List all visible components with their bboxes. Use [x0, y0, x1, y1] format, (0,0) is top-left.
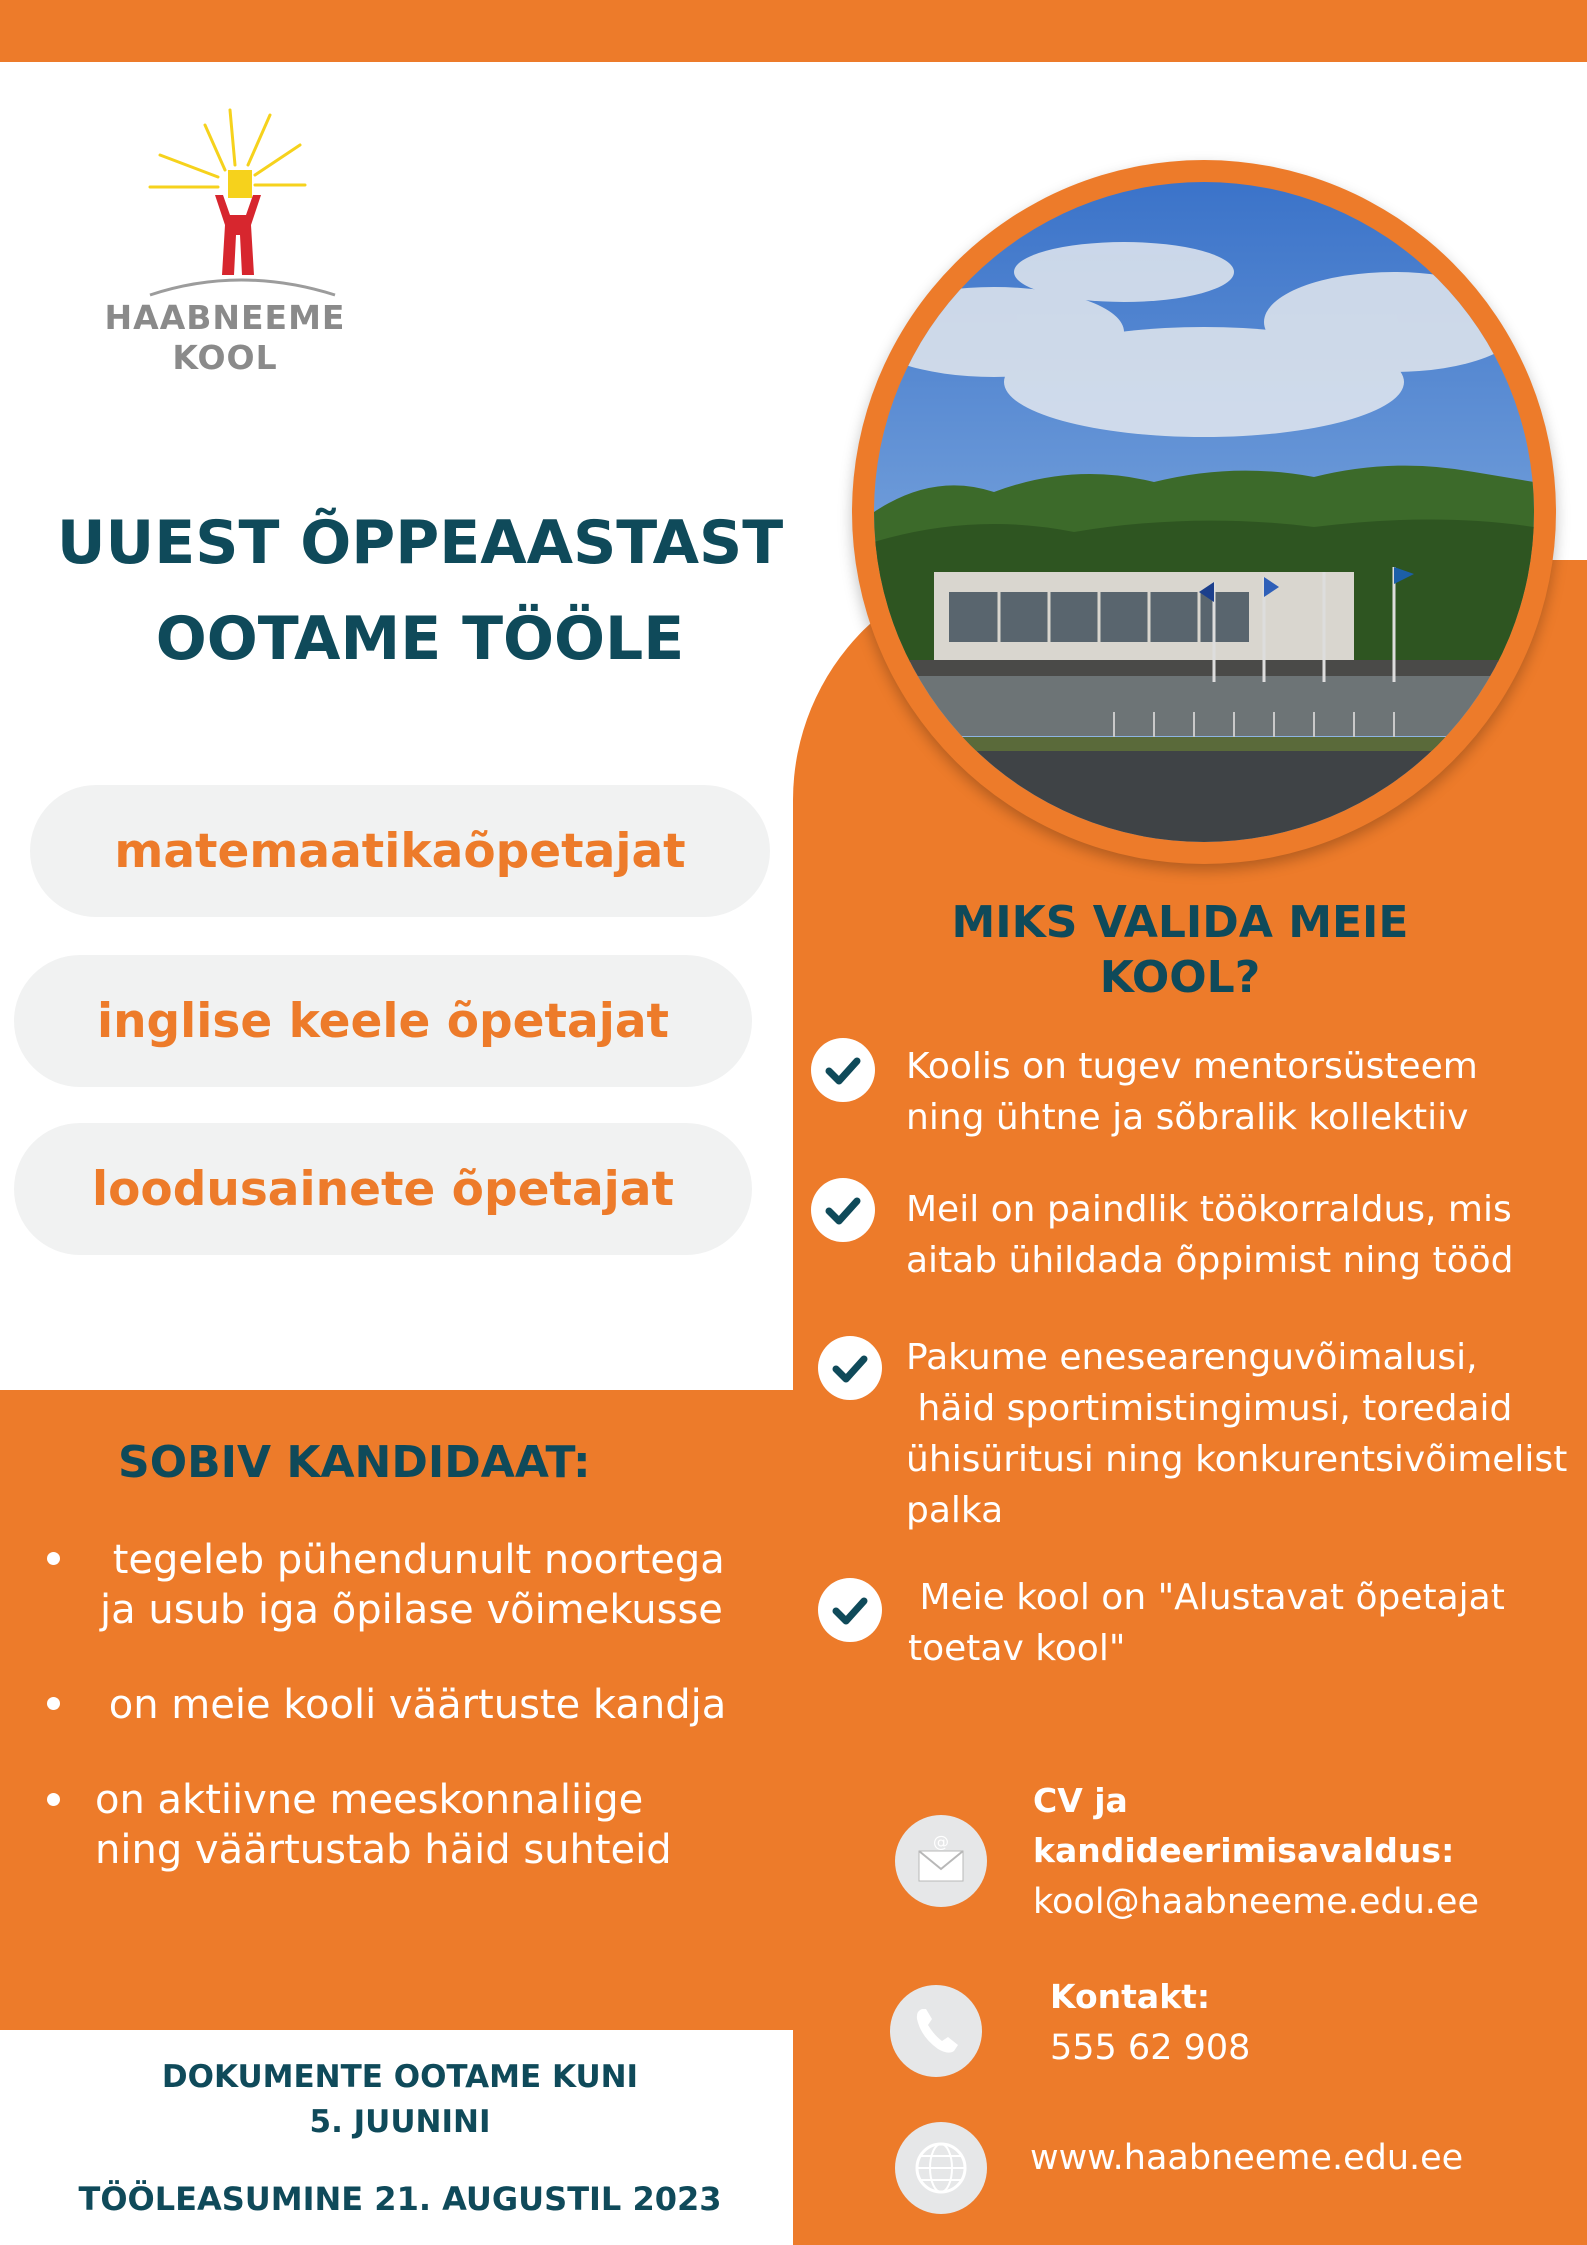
- email-icon: [895, 1815, 987, 1907]
- school-building-photo: [852, 160, 1556, 864]
- cv-label: CV ja kandideerimisavaldus:: [1033, 1781, 1455, 1870]
- why-title-line-2: KOOL?: [1099, 952, 1261, 1003]
- why-section-title: [880, 895, 1480, 1005]
- top-accent-bar: [0, 0, 1587, 62]
- reason-mentoring: Koolis on tugev mentorsüsteem ning ühtne ja sõbralik kollektiiv: [906, 1046, 1478, 1138]
- check-icon: [811, 1038, 875, 1102]
- position-pill-english: inglise keele õpetajat: [14, 955, 752, 1087]
- page-headline: [20, 495, 820, 687]
- reason-beginner-teacher: Meie kool on "Alustavat õpetajat toetav kool": [908, 1577, 1505, 1669]
- logo-line-1: HAABNEEME: [104, 298, 346, 337]
- bullet-dot: [47, 1552, 60, 1565]
- position-pill-science: loodusainete õpetajat: [14, 1123, 752, 1255]
- deadline-line-1: DOKUMENTE OOTAME KUNI: [161, 2059, 639, 2095]
- application-deadline: [60, 2055, 740, 2145]
- headline-line-2: OOTAME TÖÖLE: [155, 604, 685, 674]
- reason-development: Pakume enesearenguvõimalusi, häid sportimistingimusi, toredaid ühisüritusi ning konkurentsivõimelist palka: [906, 1337, 1568, 1531]
- check-icon: [811, 1178, 875, 1242]
- phone-number[interactable]: 555 62 908: [1050, 2028, 1251, 2068]
- candidate-item-teamwork: on aktiivne meeskonnaliige ning väärtustab häid suhteid: [95, 1777, 672, 1873]
- svg-text:@: @: [933, 1832, 949, 1851]
- bullet-dot: [47, 1697, 60, 1710]
- phone-label: Kontakt:: [1050, 1977, 1211, 2016]
- check-icon: [818, 1578, 882, 1642]
- building-illustration: [874, 182, 1534, 842]
- position-pill-math: matemaatikaõpetajat: [30, 785, 770, 917]
- why-title-line-1: MIKS VALIDA MEIE: [951, 897, 1409, 948]
- lighthouse-logo-icon: [130, 105, 360, 305]
- check-icon: [818, 1336, 882, 1400]
- deadline-line-2: 5. JUUNINI: [309, 2104, 491, 2140]
- logo-line-2: KOOL: [172, 338, 278, 377]
- website-link[interactable]: www.haabneeme.edu.ee: [1030, 2138, 1464, 2178]
- school-logo-text: [60, 298, 390, 378]
- phone-icon: [890, 1985, 982, 2077]
- start-date: TÖÖLEASUMINE 21. AUGUSTIL 2023: [78, 2180, 722, 2218]
- bullet-dot: [47, 1793, 60, 1806]
- candidate-item-dedication: tegeleb pühendunult noortega ja usub iga õpilase võimekusse: [100, 1537, 725, 1633]
- email-link[interactable]: kool@haabneeme.edu.ee: [1033, 1882, 1479, 1922]
- globe-icon: [895, 2122, 987, 2214]
- headline-line-1: UUEST ÕPPEAASTAST: [56, 508, 784, 578]
- candidate-item-values: on meie kooli väärtuste kandja: [96, 1682, 727, 1728]
- candidate-section-title: SOBIV KANDIDAAT:: [118, 1437, 591, 1488]
- reason-flexible-work: Meil on paindlik töökorraldus, mis aitab ühildada õppimist ning tööd: [906, 1189, 1514, 1281]
